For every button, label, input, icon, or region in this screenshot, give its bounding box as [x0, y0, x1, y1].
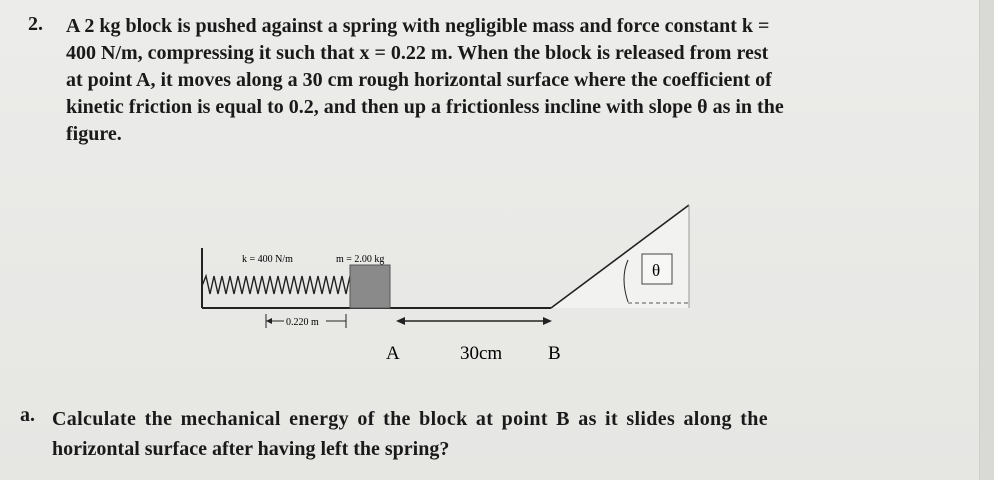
- question-line: 400 N/m, compressing it such that x = 0.22 m. When the block is released from rest: [66, 42, 769, 64]
- question-number: 2.: [28, 13, 43, 35]
- subquestion-label: a.: [20, 404, 35, 426]
- subquestion-line: Calculate the mechanical energy of the block at point B as it slides along the: [52, 408, 768, 430]
- question-line: figure.: [66, 123, 122, 145]
- spring: [202, 276, 352, 294]
- arrowhead-right: [543, 317, 552, 325]
- point-a-label: A: [386, 343, 400, 364]
- mass-label: m = 2.00 kg: [336, 254, 385, 265]
- spring-constant-label: k = 400 N/m: [242, 254, 293, 265]
- compression-label: 0.220 m: [286, 317, 319, 328]
- physics-figure: [196, 198, 696, 373]
- question-line: at point A, it moves along a 30 cm rough horizontal surface where the coefficient of: [66, 69, 772, 91]
- question-line: kinetic friction is equal to 0.2, and then up a frictionless incline with slope θ as in the: [66, 96, 784, 118]
- page-edge: [979, 0, 994, 480]
- distance-label: 30cm: [460, 343, 503, 364]
- question-text: [66, 13, 896, 148]
- subquestion-line: horizontal surface after having left the spring?: [52, 438, 450, 460]
- block: [350, 265, 390, 308]
- angle-label: θ: [652, 261, 661, 280]
- spring-incline-diagram: [196, 198, 696, 373]
- arrowhead-left: [396, 317, 405, 325]
- subquestion-text: [52, 404, 912, 464]
- point-b-label: B: [548, 343, 561, 364]
- question-line: A 2 kg block is pushed against a spring with negligible mass and force constant k =: [66, 15, 770, 37]
- dimension-arrow: [266, 318, 272, 324]
